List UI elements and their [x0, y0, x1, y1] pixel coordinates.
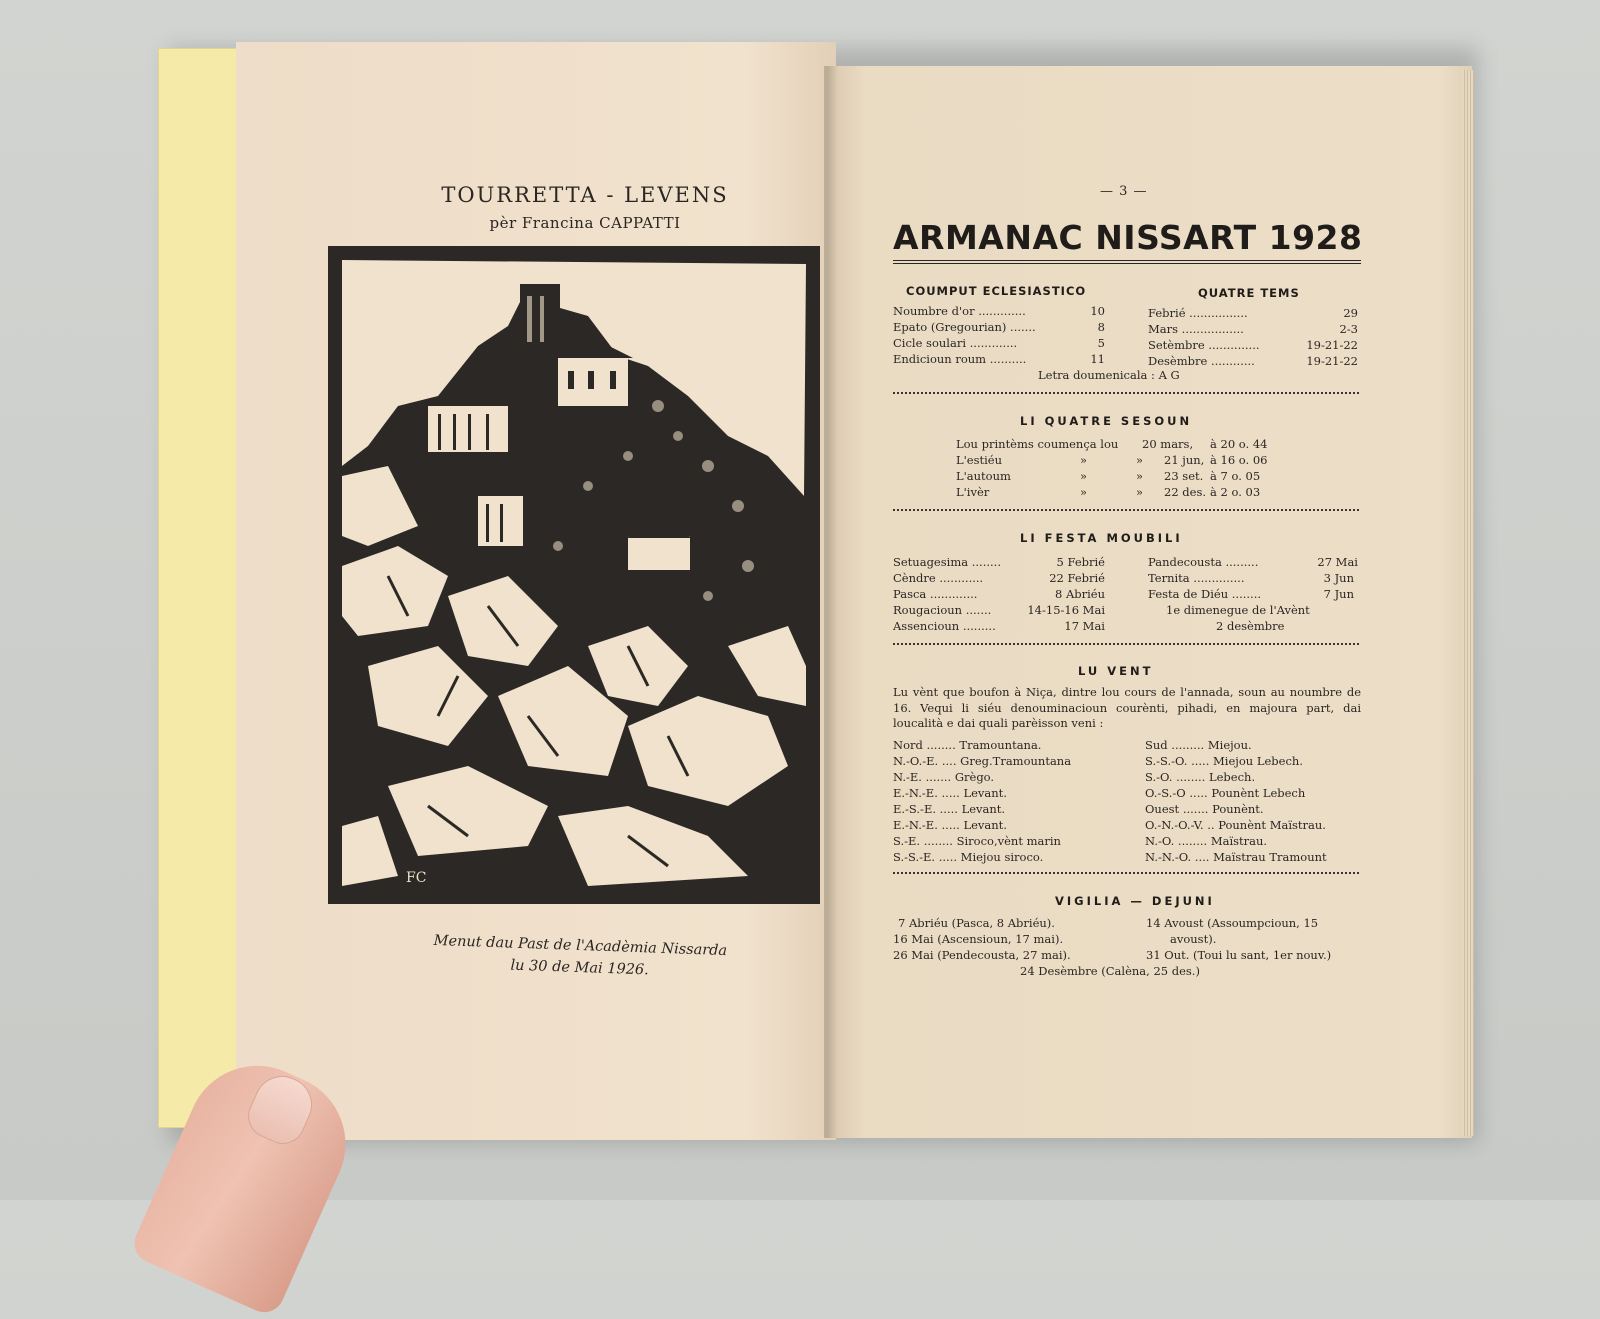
wind-row: O.-S.-O ..... Pounènt Lebech — [1145, 786, 1306, 800]
illustration-title: TOURRETTA - LEVENS — [441, 183, 729, 207]
quatre-tems-row: Mars ................. 2-3 — [1148, 322, 1358, 336]
quatre-tems-row: Setèmbre .............. 19-21-22 — [1148, 338, 1358, 352]
wind-row: O.-N.-O.-V. .. Pounènt Maïstrau. — [1145, 818, 1326, 832]
vent-heading: LU VENT — [1078, 664, 1154, 678]
section-divider — [893, 643, 1359, 645]
wind-row: N.-E. ....... Grègo. — [893, 770, 995, 784]
wind-row: N.-O. ........ Maïstrau. — [1145, 834, 1268, 848]
wind-row: Sud ......... Miejou. — [1145, 738, 1252, 752]
wind-row: N.-N.-O. .... Maïstrau Tramount — [1145, 850, 1327, 864]
festa-row: Pasca ............. 8 Abriéu — [893, 587, 1105, 601]
avent-line-2: 2 desèmbre — [1216, 619, 1285, 633]
festa-row: Ternita .............. 3 Jun — [1148, 571, 1354, 585]
page-title: ARMANAC NISSART 1928 — [893, 218, 1363, 257]
vigilia-line: 31 Out. (Toui lu sant, 1er nouv.) — [1146, 948, 1332, 962]
book-gutter — [824, 66, 838, 1138]
woodcut-illustration — [328, 246, 820, 904]
section-divider — [893, 509, 1359, 511]
section-divider — [893, 872, 1359, 874]
vigilia-line: 26 Mai (Pendecousta, 27 mai). — [893, 948, 1071, 962]
vigilia-line: 7 Abriéu (Pasca, 8 Abriéu). — [898, 916, 1055, 930]
vigilia-line: 14 Avoust (Assoumpcioun, 15 — [1146, 916, 1319, 930]
avent-line-1: 1e dimenegue de l'Avènt — [1166, 603, 1310, 617]
title-rule — [893, 260, 1361, 261]
vigilia-line: 16 Mai (Ascensioun, 17 mai). — [893, 932, 1064, 946]
festa-row: Setuagesima ........ 5 Febrié — [893, 555, 1105, 569]
quatre-tems-row: Desèmbre ............ 19-21-22 — [1148, 354, 1358, 368]
coumput-row: Epato (Gregourian) ....... 8 — [893, 320, 1105, 334]
page-number: — 3 — — [1100, 184, 1148, 199]
page-stack-edge — [1462, 70, 1474, 1136]
title-rule-2 — [893, 263, 1361, 264]
quatre-tems-heading: QUATRE TEMS — [1198, 286, 1300, 300]
coumput-row: Noumbre d'or ............. 10 — [893, 304, 1105, 318]
vent-paragraph: Lu vènt que boufon à Niça, dintre lou cours de l'annada, soun au noumbre de 16. Vequi li siéu denouminacioun courènti, pihadi, en majoura part, dai loucalità e dai quali parèisson veni : — [893, 685, 1361, 730]
festa-heading: LI FESTA MOUBILI — [1020, 531, 1183, 545]
caption-line-2: lu 30 de Mai 1926. — [510, 957, 650, 979]
festa-row: Festa de Diéu ........ 7 Jun — [1148, 587, 1354, 601]
festa-row: Assencioun ......... 17 Mai — [893, 619, 1105, 633]
wind-row: S.-E. ........ Siroco,vènt marin — [893, 834, 1061, 848]
coumput-row: Endicioun roum .......... 11 — [893, 352, 1105, 366]
quatre-tems-row: Febrié ................ 29 — [1148, 306, 1358, 320]
wind-row: Ouest ....... Pounènt. — [1145, 802, 1264, 816]
festa-row: Rougacioun ....... 14-15-16 Mai — [893, 603, 1105, 617]
vigilia-heading: VIGILIA — DEJUNI — [1055, 894, 1215, 908]
section-divider — [893, 392, 1359, 394]
caption-line-1: Menut dau Past de l'Acadèmia Nissarda — [433, 932, 728, 960]
coumput-row: Cicle soulari ............. 5 — [893, 336, 1105, 350]
festa-row: Pandecousta ......... 27 Mai — [1148, 555, 1358, 569]
vigilia-line: avoust). — [1170, 932, 1217, 946]
wind-row: E.-N.-E. ..... Levant. — [893, 818, 1007, 832]
letra-doumenicala: Letra doumenicala : A G — [1038, 368, 1180, 382]
wind-row: S.-S.-E. ..... Miejou siroco. — [893, 850, 1044, 864]
wind-row: E.-S.-E. ..... Levant. — [893, 802, 1006, 816]
vigilia-line: 24 Desèmbre (Calèna, 25 des.) — [1020, 964, 1200, 978]
wind-row: S.-O. ........ Lebech. — [1145, 770, 1256, 784]
wind-row: S.-S.-O. ..... Miejou Lebech. — [1145, 754, 1303, 768]
wind-row: E.-N.-E. ..... Levant. — [893, 786, 1007, 800]
illustration-author: pèr Francina CAPPATTI — [489, 214, 681, 232]
festa-row: Cèndre ............ 22 Febrié — [893, 571, 1105, 585]
coumput-heading: COUMPUT ECLESIASTICO — [906, 284, 1087, 298]
wind-row: N.-O.-E. .... Greg.Tramountana — [893, 754, 1072, 768]
svg-text:FC: FC — [406, 870, 427, 886]
wind-row: Nord ........ Tramountana. — [893, 738, 1042, 752]
sesoun-heading: LI QUATRE SESOUN — [1020, 414, 1193, 428]
